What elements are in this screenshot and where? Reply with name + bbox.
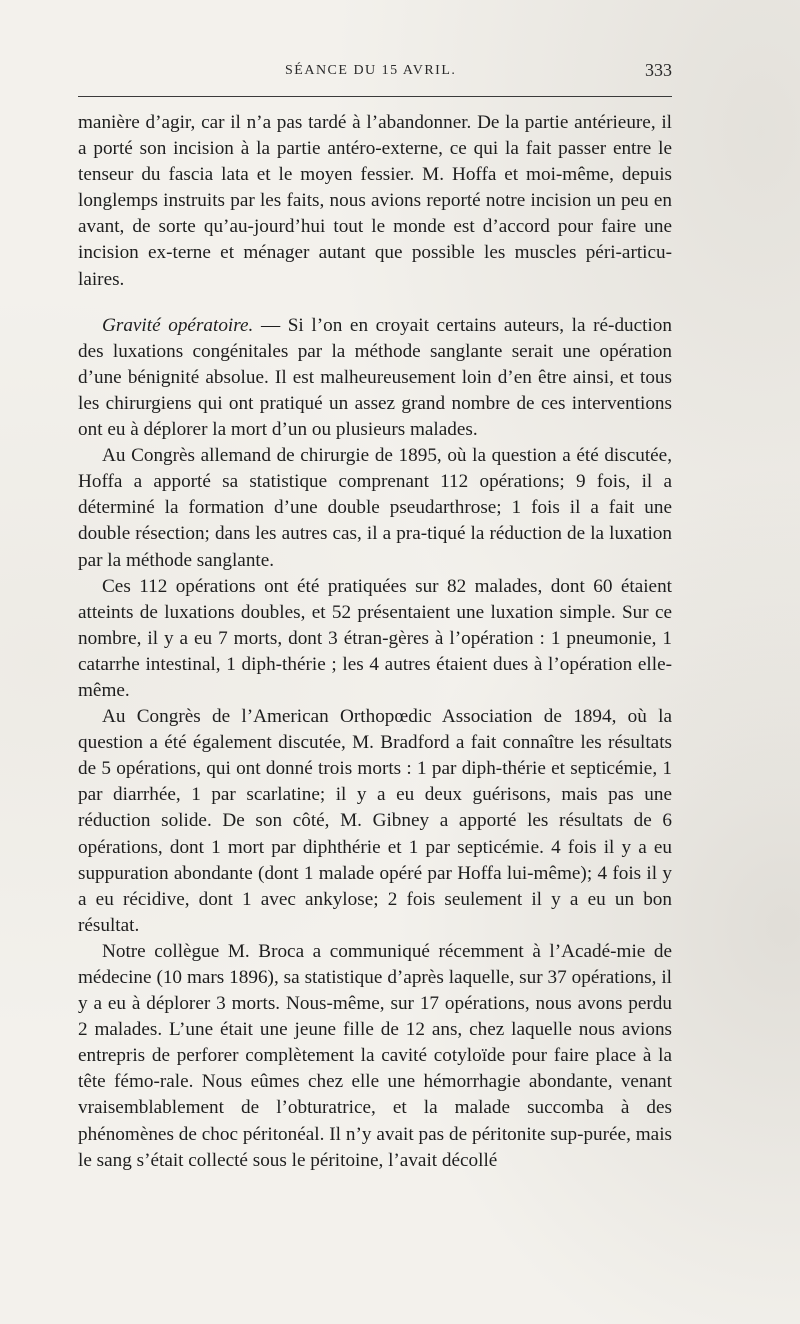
paragraph: Notre collègue M. Broca a communiqué récemment à l’Acadé-mie de médecine (10 mars 1896), sa statistique d’après laquelle, sur 37 opérations, il y a eu à déplorer 3 morts. Nous-même, sur 17 opérations, nous avons perdu 2 malades. L’une était une jeune fille de 12 ans, chez laquelle nous avions entrepris de perforer complètement la cavité cotyloïde pour faire place à la tête fémo-rale. Nous eûmes chez elle une hémorrhagie abondante, venant vraisemblablement de l’obturatrice, et la malade succomba à des phénomènes de choc péritonéal. Il n’y avait pas de péritonite sup-purée, mais le sang s’était collecté sous le péritoine, l’avait décollé <box>78 940 672 1171</box>
section-intro-text: — Si l’on en croyait certains auteurs, la ré-duction des luxations congénitales par la méthode sanglante serait une opération d’une bénignité absolue. Il est malheureusement loin d’en être ainsi, et tous les chirurgiens qui ont pratiqué un assez grand nombre de ces interventions ont eu à déplorer la mort d’un ou plusieurs malades. <box>78 314 672 441</box>
paragraph: Au Congrès allemand de chirurgie de 1895, où la question a été discutée, Hoffa a apporté sa statistique comprenant 112 opérations; 9 fois, il a déterminé la formation d’une double pseudarthrose; 1 fois il a fait une double résection; dans les autres cas, il a pra-tiqué la réduction de la luxation par la méthode sanglante. <box>78 445 672 571</box>
page-number: 333 <box>645 60 672 80</box>
paragraph-continued: manière d’agir, car il n’a pas tardé à l’abandonner. De la partie antérieure, il a porté son incision à la partie antéro-externe, ce qui la fait passer entre le tenseur du fascia lata et le moyen fessier. M. Hoffa et moi-même, depuis longlemps instruits par les faits, nous avions reporté notre incision un peu en avant, de sorte qu’au-jourd’hui tout le monde est d’accord pour faire une incision ex-terne et ménager autant que possible les muscles péri-articu-laires. <box>78 112 672 290</box>
paragraph: Au Congrès de l’American Orthopœdic Association de 1894, où la question a été également discutée, M. Bradford a fait connaître les résultats de 5 opérations, qui ont donné trois morts : 1 par diph-thérie et septicémie, 1 par diarrhée, 1 par scarlatine; il y a eu deux guérisons, mais pas une réduction solide. De son côté, M. Gibney a apporté les résultats de 6 opérations, dont 1 mort par diphthérie et 1 par septicémie. 4 fois il y a eu suppuration abondante (dont 1 malade opéré par Hoffa lui-même); 4 fois il y a eu récidive, dont 1 avec ankylose; 2 fois seulement il y a eu un bon résultat. <box>78 706 672 936</box>
section-gap <box>78 293 672 313</box>
section-title: Gravité opératoire. <box>102 314 254 336</box>
header-rule <box>78 96 672 97</box>
paragraph-section-start <box>78 313 672 443</box>
paragraph: Ces 112 opérations ont été pratiquées sur 82 malades, dont 60 étaient atteints de luxations doubles, et 52 présentaient une luxation simple. Sur ce nombre, il y a eu 7 morts, dont 3 étran-gères à l’opération : 1 pneumonie, 1 catarrhe intestinal, 1 diph-thérie ; les 4 autres étaient dues à l’opération elle-même. <box>78 575 672 701</box>
page-header <box>78 60 672 86</box>
running-title: SÉANCE DU 15 AVRIL. <box>285 63 457 78</box>
body-text <box>78 110 672 1174</box>
